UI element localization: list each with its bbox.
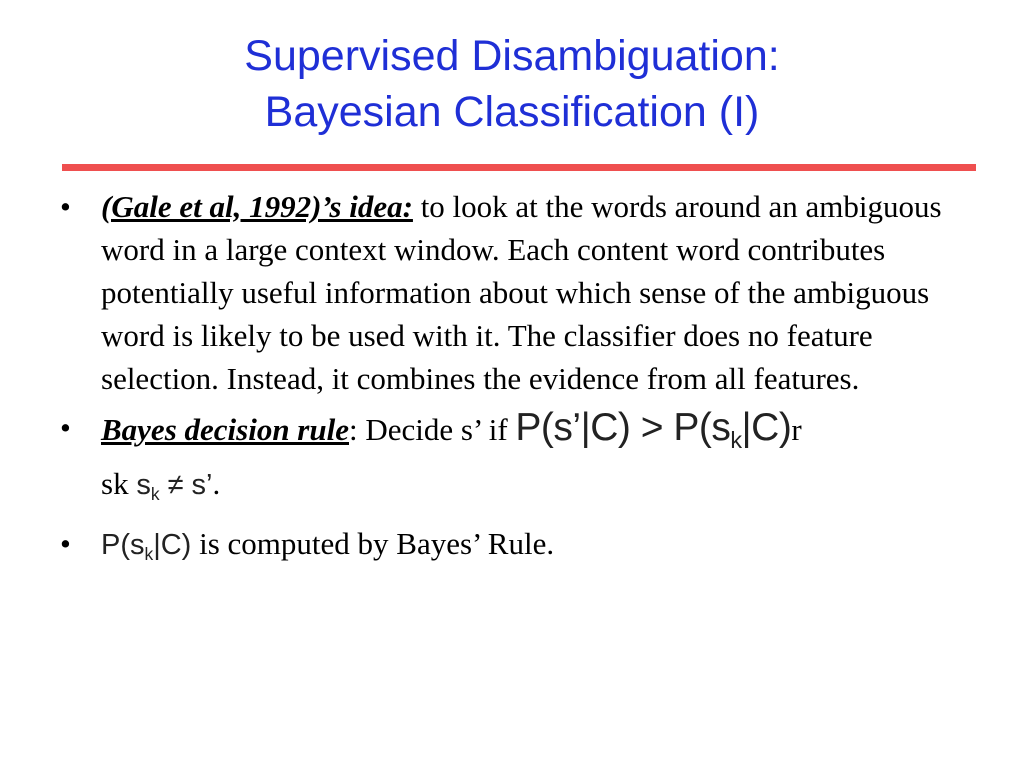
decision-formula-end: |C) xyxy=(741,406,792,449)
title-line-2: Bayesian Classification (I) xyxy=(264,88,760,136)
bullet-lead-gale: (Gale et al, 1992)’s idea: xyxy=(101,189,413,224)
decision-formula xyxy=(515,406,792,454)
bullet-text-gale: to look at the words around an ambiguous word in a large context window. Each content word contributes potentially useful information about which sense of the ambiguous word is likely to be used with it. The classifier does no feature selection. Instead, it combines the evidence from all features. xyxy=(101,189,942,396)
title-divider xyxy=(62,164,976,171)
bullet-list xyxy=(60,185,980,576)
bullet-text-decide: : Decide s’ if xyxy=(349,412,516,447)
bullet-item-gale-idea xyxy=(60,185,980,400)
condition-formula xyxy=(136,469,213,505)
bullet-marker: • xyxy=(60,526,71,562)
bullet-text-after-formula: r xyxy=(791,412,802,447)
posterior-formula-main: P(s xyxy=(101,529,145,562)
condition-formula-subscript: k xyxy=(150,484,160,505)
slide-title xyxy=(0,28,1024,140)
posterior-formula-subscript: k xyxy=(144,544,154,565)
condition-formula-end: ≠ s’ xyxy=(159,469,213,502)
bullet-item-bayes-computed xyxy=(60,522,980,576)
posterior-formula-end: |C) xyxy=(153,529,192,562)
condition-formula-main: s xyxy=(136,469,151,502)
bullet-item-bayes-rule xyxy=(60,406,980,516)
bullet-marker: • xyxy=(60,189,71,224)
bullet-text-line2-start: sk xyxy=(101,466,137,502)
bullet-marker: • xyxy=(60,410,71,445)
bullet-text-line2-end: . xyxy=(212,466,221,502)
bullet-text-computed: is computed by Bayes’ Rule. xyxy=(191,526,555,562)
bullet-lead-bayes-rule: Bayes decision rule xyxy=(101,412,349,447)
decision-formula-subscript: k xyxy=(730,427,742,454)
decision-formula-main: P(s’|C) > P(s xyxy=(515,406,731,449)
posterior-formula xyxy=(101,529,192,565)
title-line-1: Supervised Disambiguation: xyxy=(244,32,780,80)
